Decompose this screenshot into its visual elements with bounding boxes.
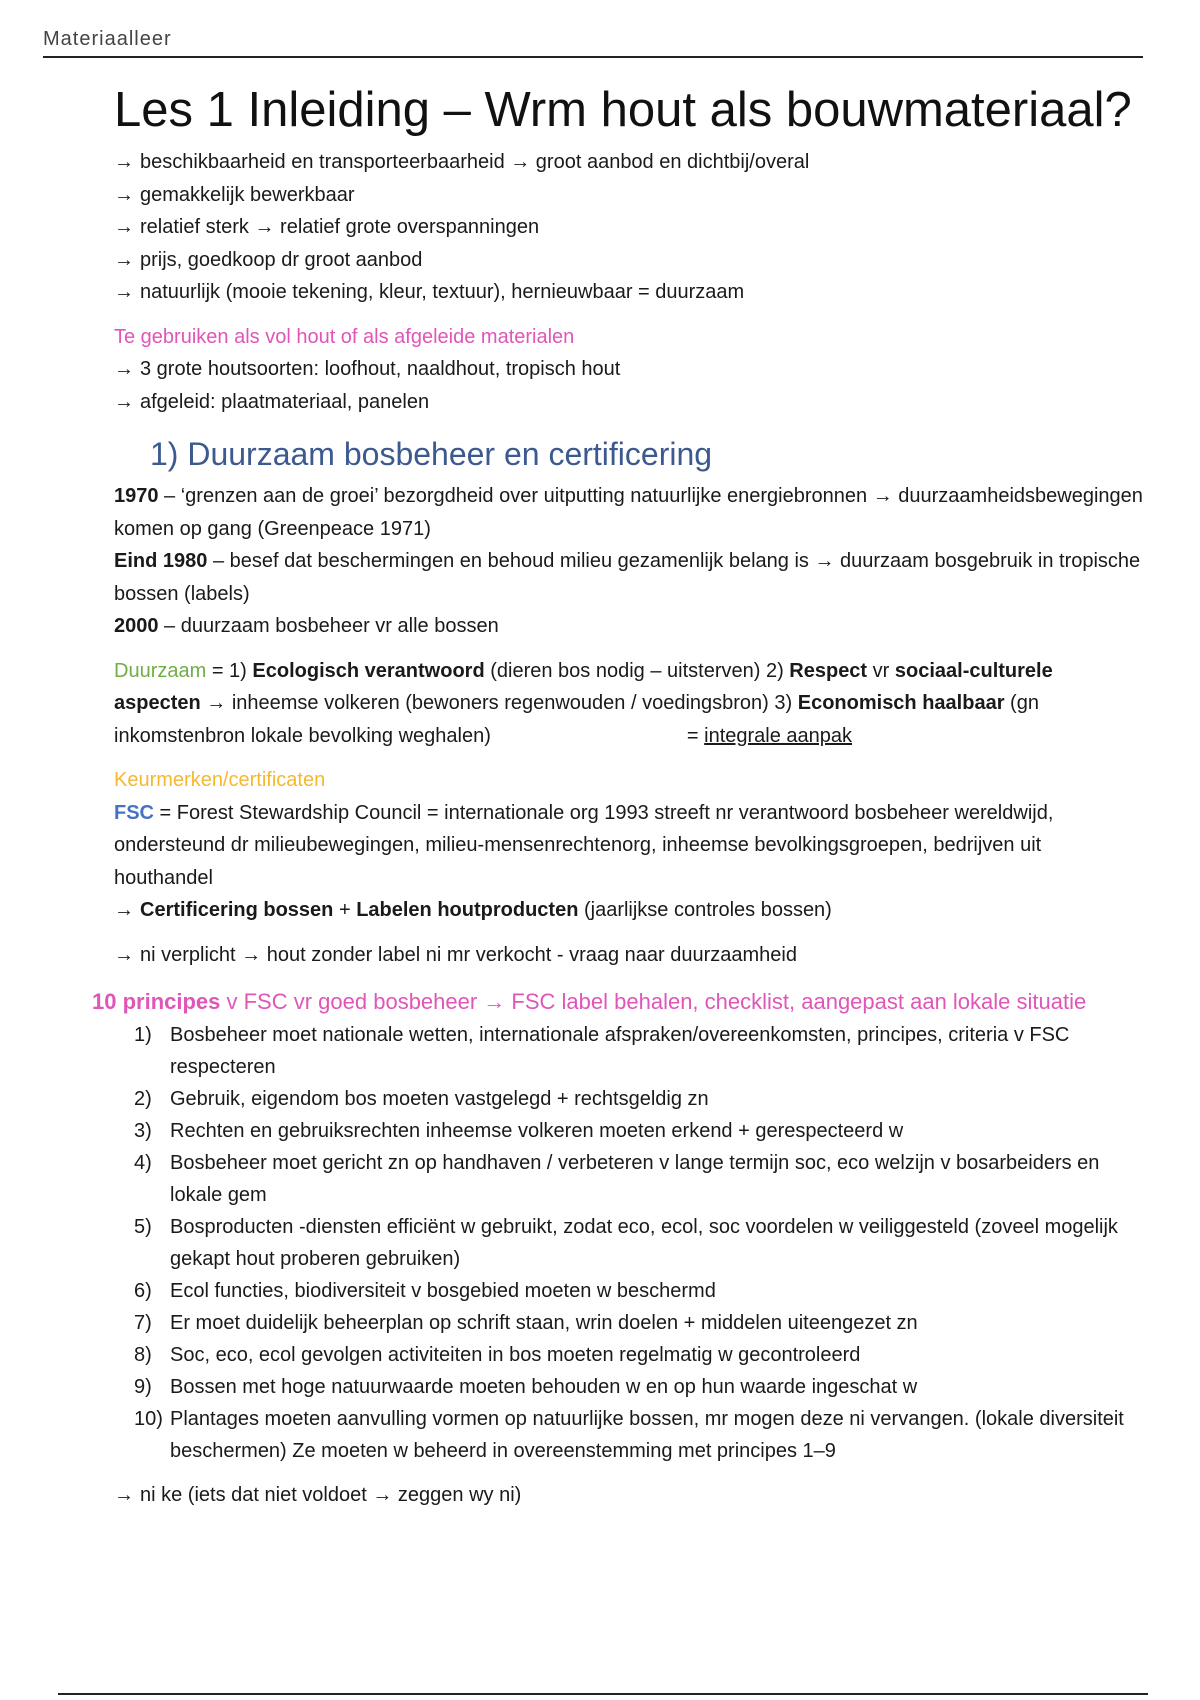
principle-text: Soc, eco, ecol gevolgen activiteiten in bos moeten regelmatig w gecontroleerd bbox=[170, 1344, 861, 1366]
arrow-icon: → bbox=[114, 358, 134, 380]
principle-item bbox=[114, 1275, 1144, 1307]
section-heading: 1) Duurzaam bosbeheer en certificering bbox=[150, 436, 713, 472]
intro-item-text: prijs, goedkoop dr groot aanbod bbox=[140, 248, 423, 271]
arrow-icon: → bbox=[114, 281, 134, 303]
intro-item-text: relatief sterk → relatief grote overspanningen bbox=[140, 216, 540, 238]
intro-item bbox=[114, 146, 1144, 179]
principles-heading bbox=[92, 985, 1144, 1019]
intro-item bbox=[114, 211, 1144, 244]
certification-text: + bbox=[333, 899, 357, 921]
principle-text: Ecol functies, biodiversiteit v bosgebied moeten w beschermd bbox=[170, 1280, 716, 1302]
principle-item bbox=[114, 1115, 1144, 1147]
principle-number: 4) bbox=[134, 1152, 152, 1174]
arrow-icon: → bbox=[114, 151, 134, 173]
principle-text: Plantages moeten aanvulling vormen op natuurlijke bossen, mr mogen deze ni vervangen. (lokale diversiteit beschermen) Ze moeten w beheerd in overeenstemming met principes 1–9 bbox=[170, 1408, 1124, 1462]
principle-text: Rechten en gebruiksrechten inheemse volkeren moeten erkend + gerespecteerd w bbox=[170, 1120, 904, 1142]
definition-bold: Respect bbox=[789, 659, 868, 682]
definition-arrow-text: → inheemse volkeren (bewoners regenwouden / voedingsbron) 3) bbox=[200, 692, 798, 714]
fsc-definition bbox=[114, 797, 1144, 895]
use-heading: Te gebruiken als vol hout of als afgeleide materialen bbox=[114, 325, 575, 348]
definition-bold: sociaal-culturele aspecten bbox=[114, 659, 1053, 714]
duurzaam-term: Duurzaam bbox=[114, 659, 207, 682]
intro-item bbox=[114, 179, 1144, 212]
principles-heading-num: 10 principes bbox=[92, 989, 221, 1014]
duurzaam-definition bbox=[114, 655, 1144, 753]
timeline-item bbox=[114, 610, 1144, 643]
principle-text: Bosbeheer moet nationale wetten, internationale afspraken/overeenkomsten, principes, criteria v FSC respecteren bbox=[170, 1024, 1070, 1078]
header-divider bbox=[43, 56, 1143, 58]
principle-item bbox=[114, 1019, 1144, 1083]
header-label: Materiaalleer bbox=[43, 28, 172, 50]
intro-list bbox=[114, 146, 1144, 309]
definition-text: (dieren bos nodig – uitsterven) 2) bbox=[484, 659, 790, 682]
use-list bbox=[114, 353, 1144, 418]
use-item-text: 3 grote houtsoorten: loofhout, naaldhout, tropisch hout bbox=[140, 358, 621, 380]
final-text: ni ke (iets dat niet voldoet → zeggen wy ni) bbox=[140, 1484, 522, 1506]
arrow-icon: → bbox=[114, 1484, 134, 1506]
principle-item bbox=[114, 1403, 1144, 1467]
principle-text: Er moet duidelijk beheerplan op schrift staan, wrin doelen + middelen uiteengezet zn bbox=[170, 1312, 918, 1334]
principle-number: 8) bbox=[134, 1344, 152, 1366]
certification-line bbox=[114, 894, 1144, 927]
fsc-text: = Forest Stewardship Council = internationale org 1993 streeft nr verantwoord bosbeheer wereldwijd, ondersteund dr milieubewegingen, milieu-mensenrechtenorg, inheemse bevolkingsgroepen, bedrijven uit houthandel bbox=[114, 801, 1054, 889]
principle-text: Bosbeheer moet gericht zn op handhaven / verbeteren v lange termijn soc, eco welzijn v bosarbeiders en lokale gem bbox=[170, 1152, 1100, 1206]
definition-text: (gn inkomstenbron lokale bevolking weghalen) bbox=[114, 692, 1039, 747]
intro-item-text: gemakkelijk bewerkbaar bbox=[140, 183, 355, 206]
arrow-icon: → bbox=[114, 216, 134, 238]
principle-number: 2) bbox=[134, 1088, 152, 1110]
principle-item bbox=[114, 1083, 1144, 1115]
use-item-text: afgeleid: plaatmateriaal, panelen bbox=[140, 390, 430, 413]
keurmerken-heading: Keurmerken/certificaten bbox=[114, 769, 326, 791]
page-title: Les 1 Inleiding – Wrm hout als bouwmateriaal? bbox=[114, 83, 1132, 137]
principles-list bbox=[114, 1019, 1144, 1467]
principle-text: Bossen met hoge natuurwaarde moeten behouden w en op hun waarde ingeschat w bbox=[170, 1376, 918, 1398]
certification-bold: Certificering bossen bbox=[140, 899, 334, 921]
timeline-item bbox=[114, 545, 1144, 610]
footer-divider bbox=[58, 1693, 1148, 1695]
page-content bbox=[92, 76, 1144, 1512]
definition-text: vr bbox=[867, 659, 895, 682]
principle-item bbox=[114, 1211, 1144, 1275]
certification-bold: Labelen houtproducten bbox=[356, 899, 579, 921]
principle-number: 5) bbox=[134, 1216, 152, 1238]
principle-item bbox=[114, 1371, 1144, 1403]
principle-text: Gebruik, eigendom bos moeten vastgelegd + rechtsgeldig zn bbox=[170, 1088, 709, 1110]
arrow-icon: → bbox=[114, 248, 134, 271]
timeline bbox=[114, 480, 1144, 643]
principle-number: 10) bbox=[134, 1408, 163, 1430]
definition-bold: Ecologisch verantwoord bbox=[252, 659, 485, 682]
timeline-text: – besef dat beschermingen en behoud milieu gezamenlijk belang is → duurzaam bosgebruik in tropische bossen (labels) bbox=[114, 550, 1141, 605]
fsc-term: FSC bbox=[114, 801, 154, 824]
verplicht-text: ni verplicht → hout zonder label ni mr verkocht - vraag naar duurzaamheid bbox=[140, 943, 797, 966]
arrow-icon: → bbox=[114, 183, 134, 206]
arrow-icon: → bbox=[114, 390, 134, 413]
definition-bold: Economisch haalbaar bbox=[797, 692, 1005, 714]
definition-text: = 1) bbox=[206, 659, 253, 682]
timeline-text: – duurzaam bosbeheer vr alle bossen bbox=[158, 615, 499, 637]
intro-item-text: beschikbaarheid en transporteerbaarheid → groot aanbod en dichtbij/overal bbox=[140, 151, 810, 173]
principle-item bbox=[114, 1307, 1144, 1339]
principle-number: 7) bbox=[134, 1312, 152, 1334]
arrow-icon: → bbox=[114, 943, 134, 966]
use-item bbox=[114, 386, 1144, 419]
certification-text: (jaarlijkse controles bossen) bbox=[578, 899, 832, 921]
principles-heading-text: v FSC vr goed bosbeheer → FSC label behalen, checklist, aangepast aan lokale situatie bbox=[220, 989, 1087, 1014]
timeline-item bbox=[114, 480, 1144, 545]
timeline-text: – ‘grenzen aan de groei’ bezorgdheid over uitputting natuurlijke energiebronnen → duurzaamheidsbewegingen komen op gang (Greenpeace 1971) bbox=[114, 485, 1143, 540]
principle-item bbox=[114, 1339, 1144, 1371]
intro-item bbox=[114, 244, 1144, 277]
timeline-year: 2000 bbox=[114, 615, 159, 637]
principle-item bbox=[114, 1147, 1144, 1211]
intro-item bbox=[114, 276, 1144, 309]
verplicht-line bbox=[114, 939, 1144, 972]
integral-approach: integrale aanpak bbox=[704, 724, 853, 747]
principle-number: 6) bbox=[134, 1280, 152, 1302]
principle-number: 3) bbox=[134, 1120, 152, 1142]
principle-number: 1) bbox=[134, 1024, 152, 1046]
timeline-year: 1970 bbox=[114, 485, 159, 507]
final-line bbox=[114, 1479, 1144, 1512]
arrow-icon: → bbox=[114, 899, 134, 921]
use-item bbox=[114, 353, 1144, 386]
definition-text: = bbox=[686, 724, 705, 747]
intro-item-text: natuurlijk (mooie tekening, kleur, textuur), hernieuwbaar = duurzaam bbox=[140, 281, 745, 303]
principle-number: 9) bbox=[134, 1376, 152, 1398]
timeline-year: Eind 1980 bbox=[114, 550, 208, 572]
principle-text: Bosproducten -diensten efficiënt w gebruikt, zodat eco, ecol, soc voordelen w veiliggesteld (zoveel mogelijk gekapt hout proberen gebruiken) bbox=[170, 1216, 1118, 1270]
